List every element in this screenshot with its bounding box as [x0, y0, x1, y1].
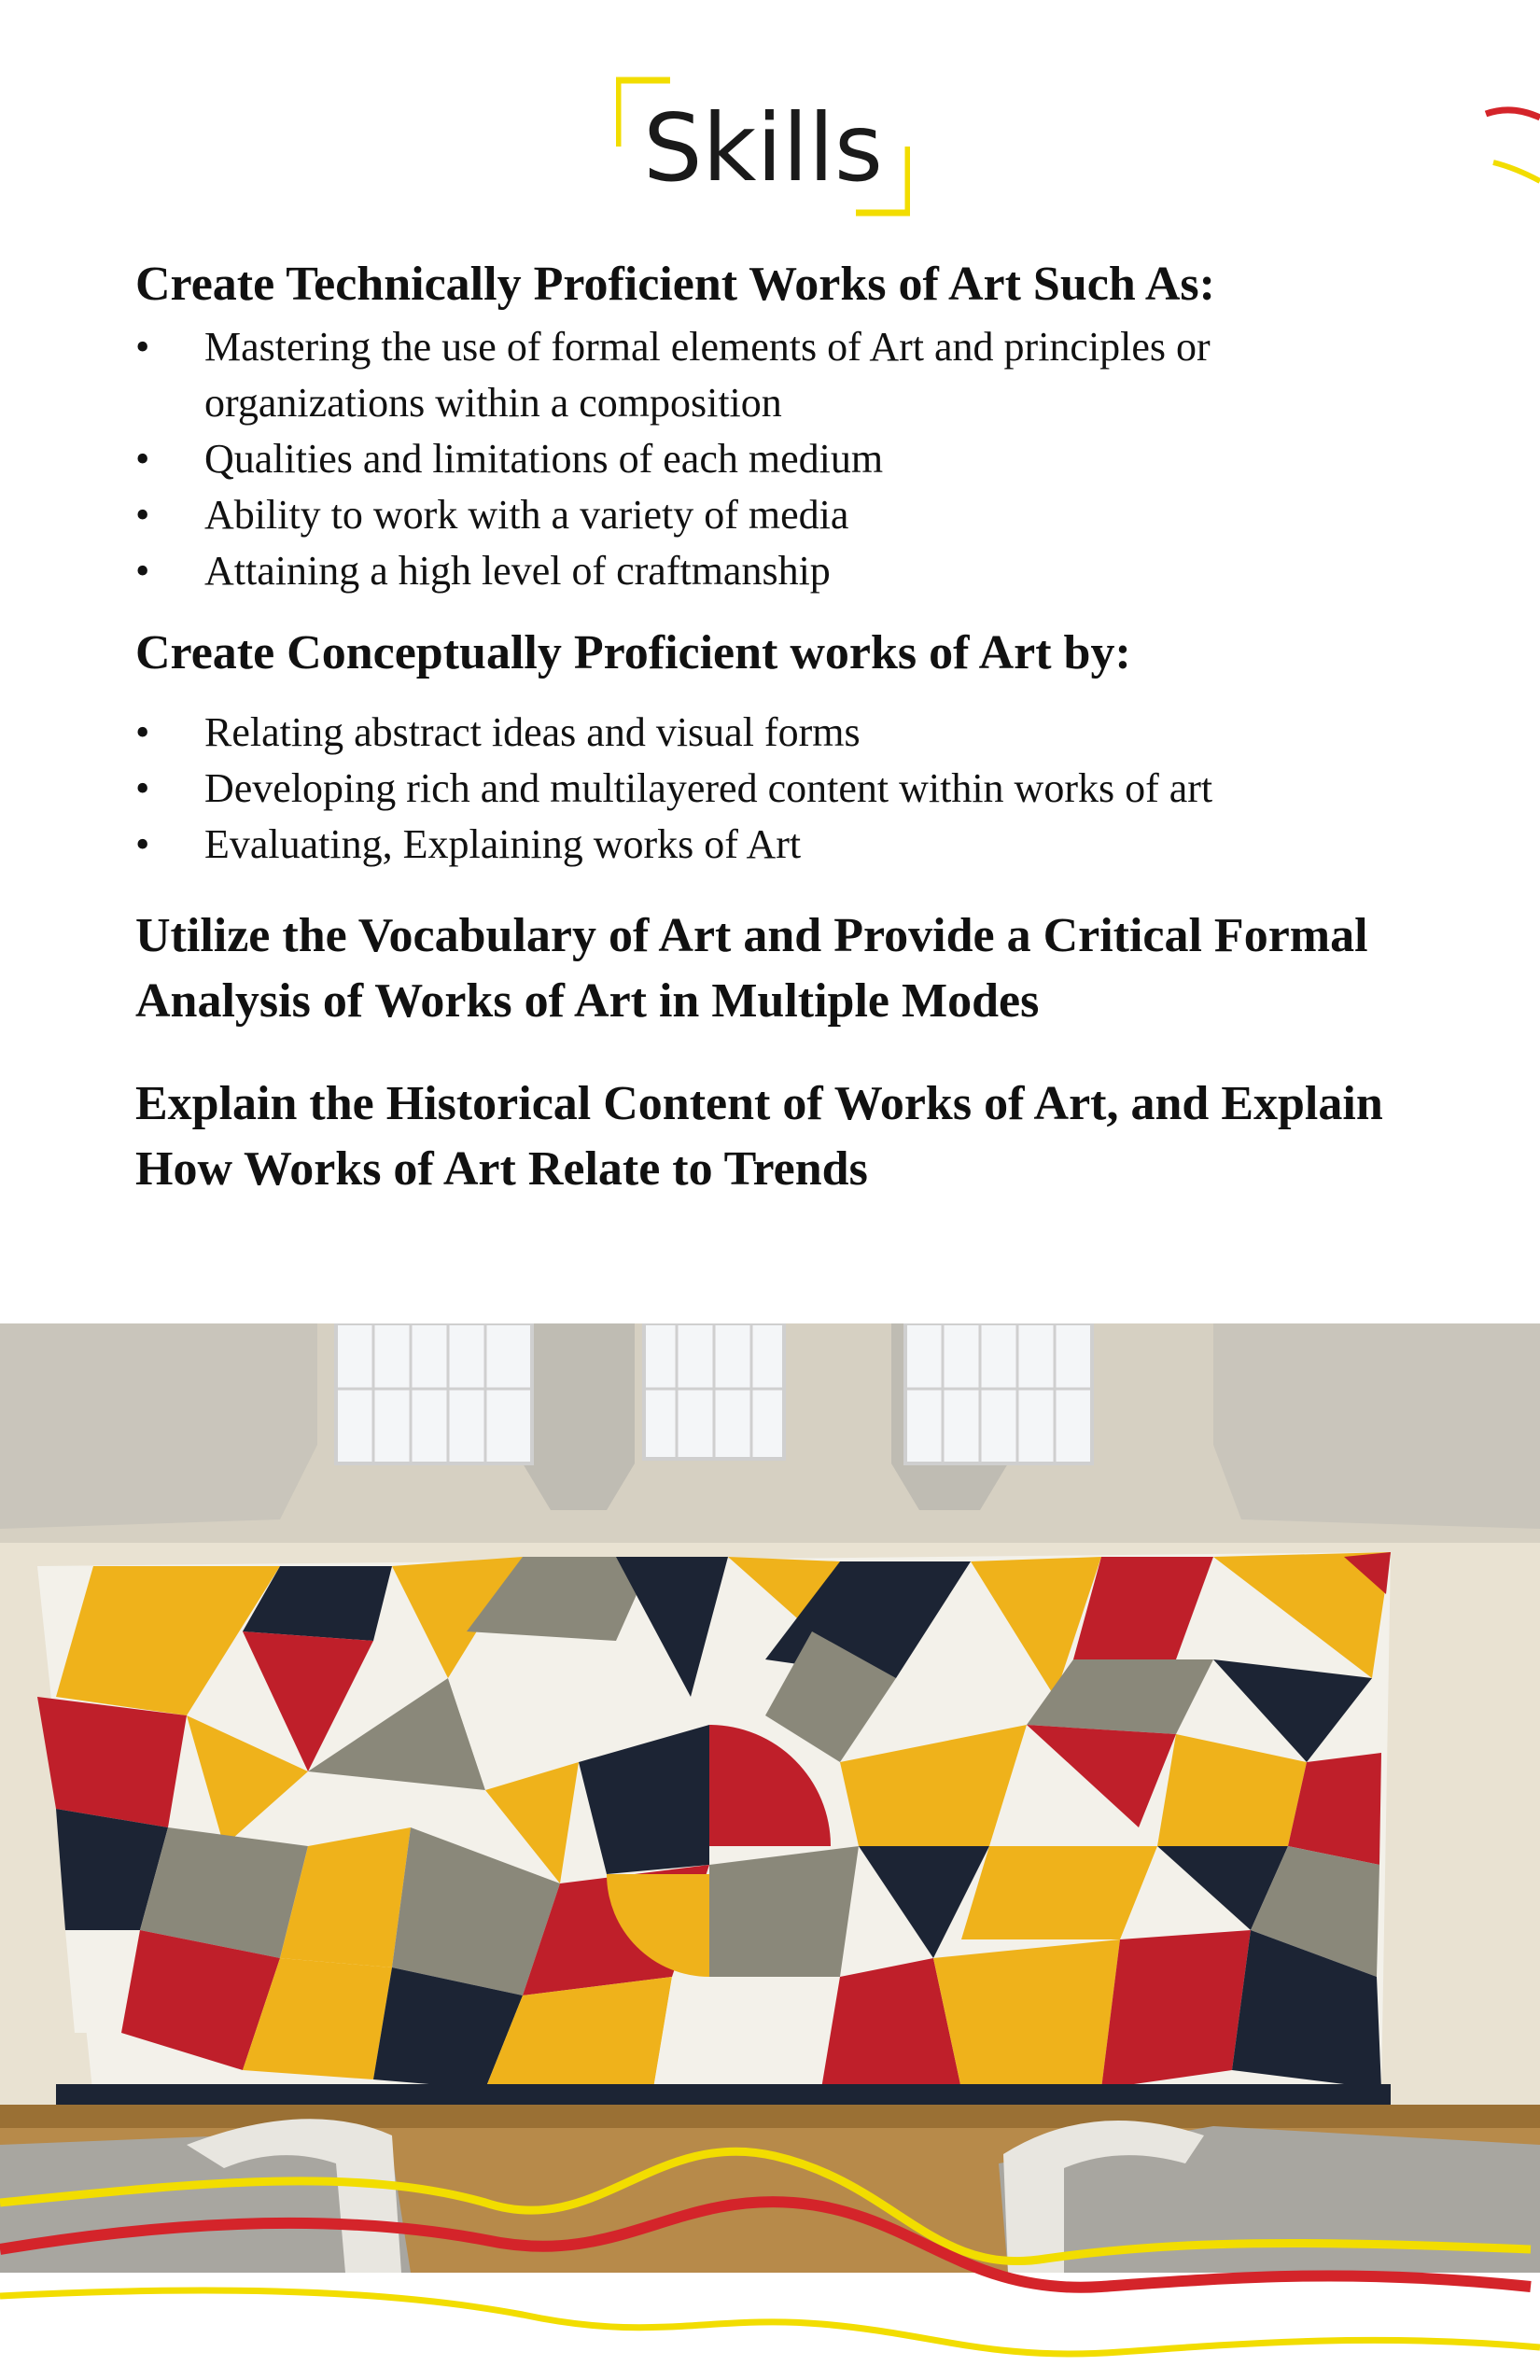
section-heading-conceptual: Create Conceptually Proficient works of Art by: — [135, 626, 1131, 679]
list-item: • Mastering the use of formal elements of Art and principles or organizations within a composition — [135, 319, 1423, 431]
list-item: • Relating abstract ideas and visual forms — [135, 705, 1423, 761]
technical-skills-list — [135, 319, 1423, 599]
bullet-icon: • — [135, 548, 150, 594]
geometric-mural — [37, 1552, 1391, 2105]
bullet-icon: • — [135, 765, 150, 811]
list-item: • Developing rich and multilayered content within works of art — [135, 761, 1423, 817]
bullet-icon: • — [135, 436, 150, 482]
window-center — [644, 1323, 784, 1459]
window-right — [905, 1323, 1092, 1463]
list-item: • Ability to work with a variety of media — [135, 487, 1423, 543]
bullet-icon: • — [135, 821, 150, 867]
title-block — [616, 77, 910, 217]
bullet-icon: • — [135, 709, 150, 755]
corner-swoosh-decoration — [1484, 103, 1540, 187]
statement-historical: Explain the Historical Content of Works of Art, and Explain How Works of Art Relate to Trends — [135, 1077, 1383, 1196]
window-left — [336, 1323, 532, 1463]
list-item: • Qualities and limitations of each medium — [135, 431, 1423, 487]
list-item: • Attaining a high level of craftmanship — [135, 543, 1423, 599]
bullet-icon: • — [135, 492, 150, 538]
bullet-icon: • — [135, 324, 150, 370]
wave-decoration — [0, 2100, 1540, 2380]
statement-vocabulary: Utilize the Vocabulary of Art and Provide a Critical Formal Analysis of Works of Art in Multiple Modes — [135, 909, 1368, 1028]
page-title: Skills — [643, 93, 883, 203]
section-heading-technical: Create Technically Proficient Works of Art Such As: — [135, 258, 1215, 311]
conceptual-skills-list — [135, 705, 1423, 873]
list-item: • Evaluating, Explaining works of Art — [135, 817, 1423, 873]
